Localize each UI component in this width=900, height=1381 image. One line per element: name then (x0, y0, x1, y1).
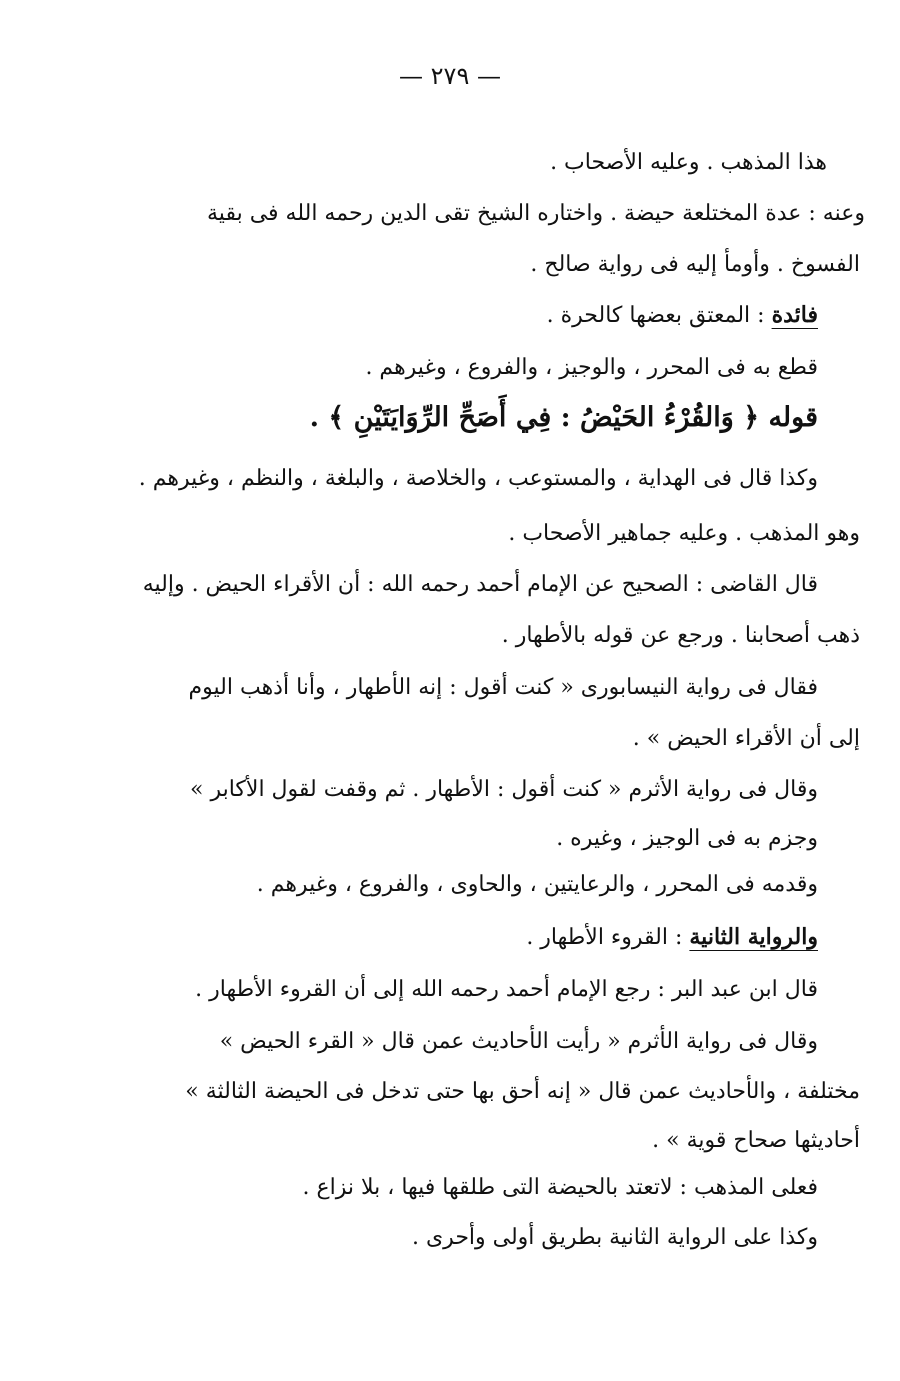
text-line-14: وجزم به فى الوجيز ، وغيره . (556, 826, 818, 851)
note-text: : المعتق بعضها كالحرة . (546, 303, 772, 328)
text-line-16 (526, 920, 818, 955)
text-line-18: وقال فى رواية الأثرم « رأيت الأحاديث عمن قال « القرء الحيض » (219, 1029, 818, 1054)
text-line-13: وقال فى رواية الأثرم « كنت أقول : الأطهار . ثم وقفت لقول الأكابر » (190, 777, 818, 802)
text-line-19: مختلفة ، والأحاديث عمن قال « إنه أحق بها حتى تدخل فى الحيضة الثالثة » (185, 1079, 860, 1104)
text-line-1: هذا المذهب . وعليه الأصحاب . (550, 150, 827, 175)
text-line-3: الفسوخ . وأومأ إليه فى رواية صالح . (530, 252, 860, 277)
text-line-11: فقال فى رواية النيسابورى « كنت أقول : إنه الأطهار ، وأنا أذهب اليوم (188, 675, 818, 700)
page-number: — ٢٧٩ — (399, 62, 501, 90)
text-line-9: قال القاضى : الصحيح عن الإمام أحمد رحمه الله : أن الأقراء الحيض . وإليه (142, 572, 818, 597)
note-heading: فائدة (771, 302, 818, 328)
text-line-17: قال ابن عبد البر : رجع الإمام أحمد رحمه الله إلى أن القروء الأطهار . (195, 977, 818, 1002)
second-narration-text: : القروء الأطهار . (526, 925, 690, 950)
quran-quote: ﴿ وَالقُرْءُ الحَيْضُ : فِي أَصَحِّ الرِّوَايَتَيْنِ ﴾ . (309, 402, 769, 433)
text-line-2: وعنه : عدة المختلعة حيضة . واختاره الشيخ تقى الدين رحمه الله فى بقية (207, 201, 865, 226)
text-line-10: ذهب أصحابنا . ورجع عن قوله بالأطهار . (501, 623, 860, 648)
text-line-22: وكذا على الرواية الثانية بطريق أولى وأحرى . (411, 1225, 818, 1250)
text-line-12: إلى أن الأقراء الحيض » . (632, 726, 860, 751)
text-line-7: وكذا قال فى الهداية ، والمستوعب ، والخلاصة ، والبلغة ، والنظم ، وغيرهم . (138, 466, 818, 491)
text-line-6 (310, 401, 818, 437)
second-narration-heading: والرواية الثانية (689, 924, 818, 950)
text-line-21: فعلى المذهب : لاتعتد بالحيضة التى طلقها فيها ، بلا نزاع . (302, 1175, 818, 1200)
text-line-8: وهو المذهب . وعليه جماهير الأصحاب . (508, 521, 860, 546)
text-line-5: قطع به فى المحرر ، والوجيز ، والفروع ، وغيرهم . (365, 355, 818, 380)
text-line-15: وقدمه فى المحرر ، والرعايتين ، والحاوى ، والفروع ، وغيرهم . (256, 872, 818, 897)
text-line-4 (547, 298, 818, 333)
qawluhu-lead: قوله (768, 402, 818, 433)
text-line-20: أحاديثها صحاح قوية » . (652, 1128, 860, 1153)
